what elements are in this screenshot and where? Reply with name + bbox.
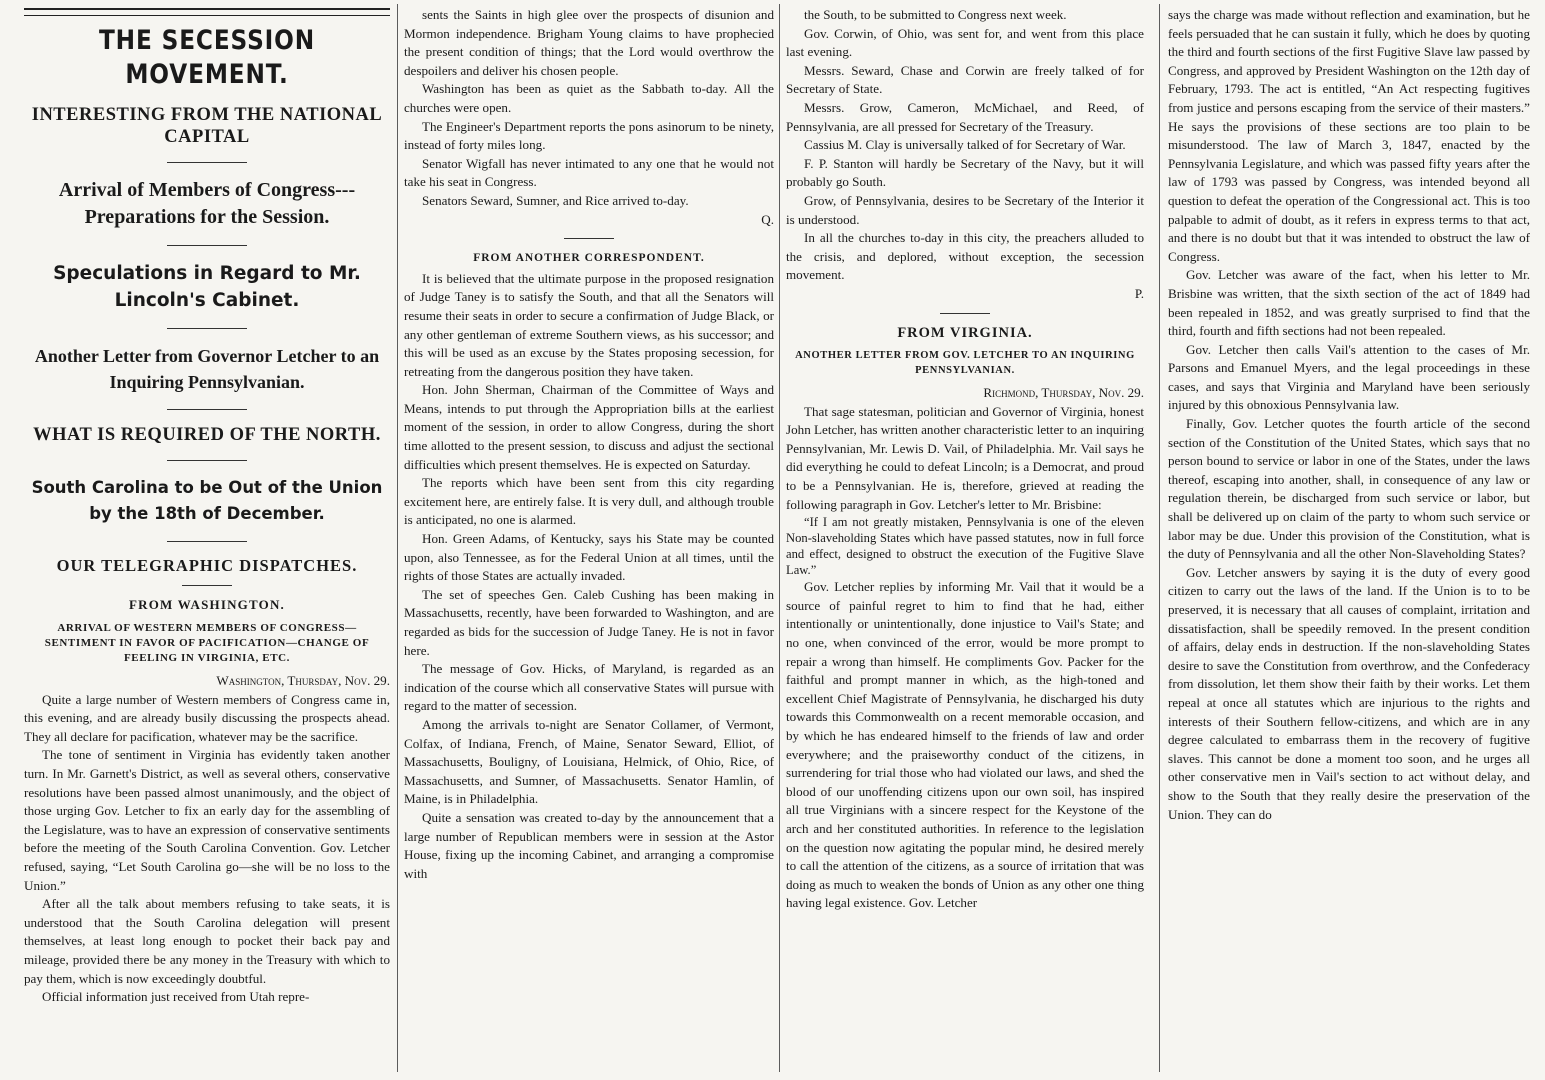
headline-separator [167, 409, 247, 410]
paragraph: Hon. Green Adams, of Kentucky, says his State may be counted upon, also Tennessee, as for the Federal Union at all times, until the rights of those States are actually invaded. [404, 531, 774, 584]
paragraph: The set of speeches Gen. Caleb Cushing has been making in Massachusetts, recently, have been forwarded to Washington, and are regarded as bids for the succession of Judge Taney. He is not in favor here. [404, 586, 774, 658]
headline-required: WHAT IS REQUIRED OF THE NORTH. [33, 425, 381, 445]
paragraph: Senator Wigfall has never intimated to any one that he would not take his seat in Congress. [404, 155, 774, 190]
paragraph: Senators Seward, Sumner, and Rice arrived to-day. [422, 192, 689, 208]
headline-from-washington: FROM WASHINGTON. [129, 597, 285, 612]
column-2 [404, 6, 774, 1076]
headline-interesting: INTERESTING FROM THE NATIONAL CAPITAL [31, 105, 383, 147]
paragraph: F. P. Stanton will hardly be Secretary of the Navy, but it will probably go South. [786, 155, 1144, 190]
headline-separator [182, 585, 232, 586]
block-quote: “If I am not greatly mistaken, Pennsylvania is one of the eleven Non-slaveholding States which have passed statutes, now in full force and effect, designed to obstruct the execution of the Fugitive Slave Law.” [786, 515, 1144, 578]
paragraph: Hon. John Sherman, Chairman of the Committee of Ways and Means, intends to put through the Appropriation bills at the earliest moment of the session, in order to allow Congress, during the short time allotted to the present session, to discuss and adjust the sectional difficulties which present themselves. He is expected on Saturday. [404, 382, 774, 472]
paragraph: Among the arrivals to-night are Senator Collamer, of Vermont, Colfax, of Indiana, French, of Maine, Senator Seward, Elliot, of Massachusetts, Bouligny, of Louisiana, Helmick, of Ohio, Rice, of Massachusetts, and Sumner, of Massachusetts. Senator Hamlin, of Maine, is in Philadelphia. [404, 716, 774, 807]
paragraph: In all the churches to-day in this city, the preachers alluded to the crisis, and deplored, without exception, the secession movement. [786, 230, 1144, 283]
headline-separator [167, 541, 247, 542]
washington-subheading: ARRIVAL OF WESTERN MEMBERS OF CONGRESS—SENTIMENT IN FAVOR OF PACIFICATION—CHANGE OF FEELING IN VIRGINIA, ETC. [44, 622, 370, 664]
paragraph: That sage statesman, politician and Governor of Virginia, honest John Letcher, has written another characteristic letter to an inquiring Pennsylvanian, Mr. Lewis D. Vail, of Philadelphia. Mr. Vail says he did everything he could to defeat Lincoln; is a Democrat, and proud to be a Pennsylvanian. He is, therefore, grieved at reading the following paragraph in Gov. Letcher's letter to Mr. Brisbine: [786, 403, 1144, 512]
paragraph: Cassius M. Clay is universally talked of for Secretary of War. [804, 137, 1126, 153]
paragraph: The message of Gov. Hicks, of Maryland, is regarded as an indication of the course which all conservative States will pursue with regard to the matter of secession. [404, 661, 774, 714]
masthead-rule [24, 8, 390, 16]
paragraph: The Engineer's Department reports the pons asinorum to be ninety, instead of forty miles long. [404, 118, 774, 153]
paragraph: sents the Saints in high glee over the prospects of disunion and Mormon independence. Brigham Young claims to have prophecied the present condition of things; that the Lord would overthrow the despoilers and deliver his chosen people. [404, 7, 774, 78]
paragraph: After all the talk about members refusing to take seats, it is understood that the South Carolina delegation will present themselves, at least long enough to pocket their back pay and mileage, provided there be any money in the Treasury with which to pay them, which is now exceedingly doubtful. [24, 896, 390, 986]
paragraph: Grow, of Pennsylvania, desires to be Secretary of the Interior it is understood. [786, 192, 1144, 227]
paragraph: the South, to be submitted to Congress next week. [804, 7, 1067, 22]
paragraph: Quite a sensation was created to-day by the announcement that a large number of Republican members were in session at the Astor House, fixing up the incoming Cabinet, and arranging a compromise with [404, 809, 774, 881]
virginia-heading: FROM VIRGINIA. [897, 324, 1033, 341]
headline-arrival: Arrival of Members of Congress---Preparations for the Session. [58, 179, 356, 228]
paragraph: It is believed that the ultimate purpose in the proposed resignation of Judge Taney is to satisfy the South, and that all the Senators will resume their seats in order to secure a confirmation of Judge Black, or any other gentleman of extreme Southern views, as his successor; and this will be used as an excuse by the States proposing secession, for retreating from the dangerous position they have taken. [404, 270, 774, 379]
paragraph: Washington has been as quiet as the Sabbath to-day. All the churches were open. [404, 81, 774, 115]
paragraph: Gov. Letcher was aware of the fact, when his letter to Mr. Brisbine was written, that the sixth section of the act of 1849 had been repealed in 1852, and was greatly surprised to find that the third, fourth and fifth sections had not been repealed. [1168, 267, 1530, 339]
paragraph: The tone of sentiment in Virginia has evidently taken another turn. In Mr. Garnett's District, as well as several others, conservative resolutions have been passed almost unanimously, and the object of those urging Gov. Letcher to fix an early day for the assembling of the Legislature, was to have an expression of conservative sentiments before the meeting of the South Carolina Convention. Gov. Letcher refused, saying, “Let South Carolina go—she will be no loss to the Union.” [24, 747, 390, 893]
column-rule [1159, 4, 1160, 1072]
paragraph: says the charge was made without reflection and examination, but he feels persuaded that he can sustain it fully, which he does by quoting the third and fourth sections of the first Fugitive Slave law passed by Congress, and approved by President Washington on the 12th day of February, 1793. The act is entitled, “An Act respecting fugitives from justice and persons escaping from the service of their masters.” He says the provisions of these sections are too plain to be misunderstood. The law of March 3, 1847, enacted by the Pennsylvania Legislature, and which was passed fifty years after the law of 1793 was passed by Congress, was intended beyond all question to defeat the operation of the Congressional act. This is too palpable to admit of doubt, as it refers in express terms to that act, and there is no doubt but that it was intended to obstruct the law of Congress. [1168, 7, 1530, 264]
column-rule [397, 4, 398, 1072]
column-3 [786, 6, 1144, 1076]
signature: Q. [761, 211, 774, 227]
paragraph: The reports which have been sent from this city regarding excitement here, are entirely false. It is very dull, and although trouble is anticipated, no one is alarmed. [404, 475, 774, 528]
section-separator [940, 313, 990, 314]
headline-separator [167, 328, 247, 329]
headline-speculations: Speculations in Regard to Mr. Lincoln's Cabinet. [53, 263, 361, 311]
paragraph: Gov. Letcher then calls Vail's attention to the cases of Mr. Parsons and Emanuel Myers, and the legal proceedings in these cases, and says that Virginia and Maryland have been seriously injured by this obnoxious Pennsylvania law. [1168, 341, 1530, 413]
headline-dispatches: OUR TELEGRAPHIC DISPATCHES. [56, 556, 358, 575]
column-rule [779, 4, 780, 1072]
headline-south-carolina: South Carolina to be Out of the Union by the 18th of December. [31, 478, 383, 523]
paragraph: Quite a large number of Western members of Congress came in, this evening, and are already busily discussing the prospects ahead. They all declare for pacification, whatever may be the sacrifice. [24, 691, 390, 744]
paragraph: Gov. Corwin, of Ohio, was sent for, and went from this place last evening. [786, 25, 1144, 60]
main-headline: THE SECESSION MOVEMENT. [98, 25, 316, 90]
paragraph: Gov. Letcher replies by informing Mr. Vail that it would be a source of painful regret to him to find that he had, either intentionally or unintentionally, done injustice to Vail's State; and no one, when convinced of the error, would be more prompt to repair a wrong than himself. He compliments Gov. Packer for the faithful and prompt manner in which, as the high-toned and excellent Chief Magistrate of Pennsylvania, he discharged his duty towards this Commonwealth on a recent memorable occasion, and by which he has endeared himself to the friends of law and order everywhere; and the praiseworthy conduct of the citizens, in surrendering for trial those who had violated our laws, and shed the blood of our unoffending citizens upon our own soil, has inspired all true Virginians with a sincere respect for the Keystone of the arch and her constituted authorities. In reference to the legislation on the question now agitating the popular mind, he desired merely to call the attention of the citizens, as a source of irritation that was doing as much to weaken the bonds of Union as any other one thing having legal existence. Gov. Letcher [786, 579, 1144, 911]
headline-separator [167, 245, 247, 246]
paragraph: Messrs. Seward, Chase and Corwin are freely talked of for Secretary of State. [786, 62, 1144, 97]
paragraph: Messrs. Grow, Cameron, McMichael, and Reed, of Pennsylvania, are all pressed for Secretary of the Treasury. [786, 99, 1144, 134]
column-4 [1168, 6, 1530, 1076]
signature: P. [1134, 285, 1144, 301]
headline-separator [167, 460, 247, 461]
paragraph: Finally, Gov. Letcher quotes the fourth article of the second section of the Constitution of the United States, which says that no person bound to service or labor in one of the States, under the laws thereof, escaping into another, shall, in consequence of any law or regulation therein, be discharged from such service or labor, but shall be delivered up on claim of the party to whom such service or labor may be due. Under this provision of the Constitution, what is the duty of Pennsylvania and all the other Non-Slaveholding States? [1168, 416, 1530, 562]
section-separator [564, 238, 614, 239]
correspondent-heading: FROM ANOTHER CORRESPONDENT. [473, 252, 705, 265]
paragraph: Gov. Letcher answers by saying it is the duty of every good citizen to carry out the laws of the land. If the Union is to to be preserved, it is necessary that all causes of complaint, irritation and dissatisfaction, shall be speedily removed. In the present condition of affairs, delay ends in destruction. If the non-slaveholding States desire to save the Constitution from overthrow, and the Confederacy from dissolution, let them show their faith by their works. Let them repeal at once all statutes which are injurious to the rights and interests of their Southern fellow-citizens, and which are in any degree calculated to embarrass them in the recovery of fugitive slaves. This cannot be done a moment too soon, and he urges all other conservative men in Vail's section to act without delay, and show to the South that they really desire the preservation of the Union. They can do [1168, 564, 1530, 822]
dateline: Washington, Thursday, Nov. 29. [216, 673, 390, 688]
dateline: Richmond, Thursday, Nov. 29. [983, 385, 1144, 401]
headline-letter: Another Letter from Governor Letcher to an Inquiring Pennsylvanian. [34, 346, 380, 392]
headline-separator [167, 162, 247, 163]
column-1 [24, 6, 390, 1076]
virginia-subheading: ANOTHER LETTER FROM GOV. LETCHER TO AN INQUIRING PENNSYLVANIAN. [795, 350, 1135, 377]
paragraph: Official information just received from Utah repre- [42, 989, 310, 1005]
